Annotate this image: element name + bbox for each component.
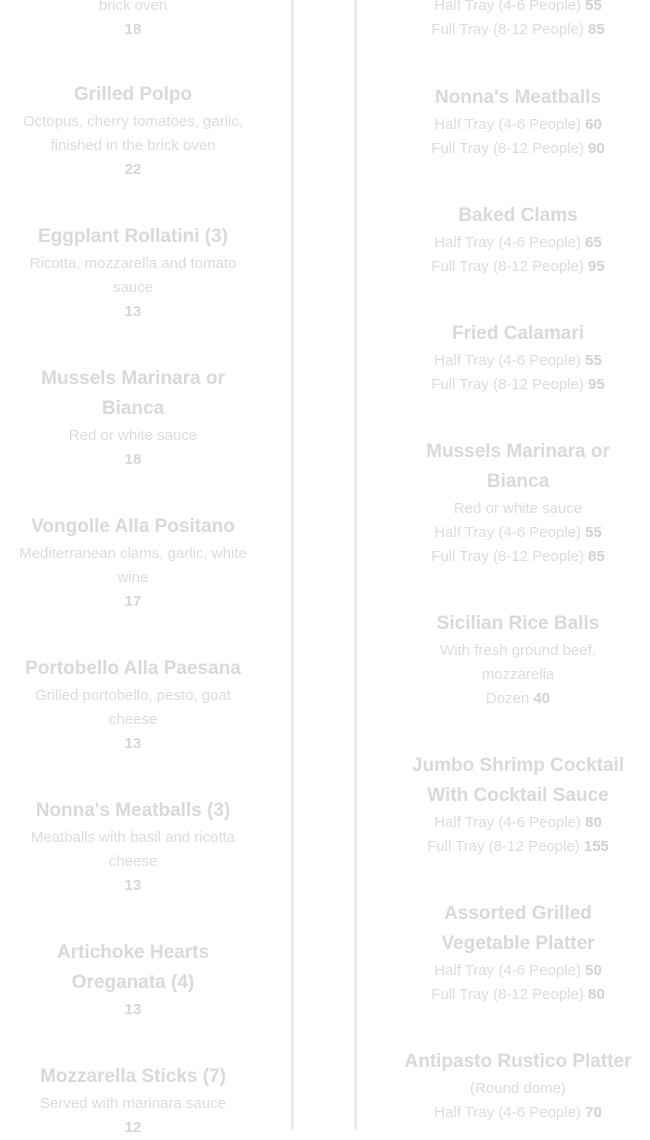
half-tray-line: Half Tray (4-6 People) 55: [434, 352, 602, 369]
catering-item-fragment: [386, 0, 650, 42]
item-name: Nonna's Meatballs (3): [35, 800, 231, 821]
item-name: Mussels Marinara or Bianca: [41, 368, 225, 419]
menu-item-nonnas-meatballs: [0, 796, 266, 898]
dozen-line: Dozen 40: [485, 690, 551, 707]
item-description: brick oven: [98, 0, 168, 14]
full-tray-line: Full Tray (8-12 People) 95: [431, 258, 605, 275]
menu-item-eggplant-rollatini: [0, 222, 266, 324]
item-price: 18: [124, 21, 142, 38]
item-price: 13: [124, 303, 142, 320]
half-tray-line: Half Tray (4-6 People) 50: [434, 962, 602, 979]
column-divider-right: [354, 0, 357, 1129]
item-name: Eggplant Rollatini (3): [38, 226, 228, 247]
menu-item-artichoke-hearts: [0, 938, 266, 1022]
item-name: Assorted Grilled Vegetable Platter: [441, 903, 595, 954]
item-description: Red or white sauce: [68, 427, 198, 444]
menu-item-vongolle: [0, 512, 266, 614]
catering-item-baked-clams: [386, 201, 650, 279]
item-description: Red or white sauce: [453, 500, 583, 517]
catering-item-grilled-vegetable: [386, 899, 650, 1007]
item-description: Served with marinara sauce: [40, 1095, 226, 1112]
item-price: 18: [124, 451, 142, 468]
full-tray-line: Full Tray (8-12 People) 85: [431, 21, 605, 38]
menu-item-mozzarella-sticks: [0, 1062, 266, 1140]
half-tray-line: Half Tray (4-6 People) 70: [434, 1104, 602, 1121]
full-tray-line: Full Tray (8-12 People) 155: [427, 838, 609, 855]
item-name: Fried Calamari: [452, 323, 584, 344]
full-tray-line: Full Tray (8-12 People) 80: [431, 986, 605, 1003]
catering-item-antipasto: [386, 1047, 650, 1125]
full-tray-line: Full Tray (8-12 People) 90: [431, 140, 605, 157]
item-name: Antipasto Rustico Platter: [404, 1051, 632, 1072]
catering-item-sicilian-rice-balls: [386, 609, 650, 711]
item-price: 13: [124, 1001, 142, 1018]
full-tray-line: Full Tray (8-12 People) 95: [431, 376, 605, 393]
full-tray-line: Full Tray (8-12 People) 85: [431, 548, 605, 565]
catering-item-fried-calamari: [386, 319, 650, 397]
item-name: Vongolle Alla Positano: [31, 516, 235, 537]
item-price: 22: [124, 161, 142, 178]
item-name: Portobello Alla Paesana: [25, 658, 241, 679]
item-description: Octopus, cherry tomatoes, garlic, finished in the brick oven: [22, 113, 244, 154]
item-price: 12: [124, 1119, 142, 1136]
menu-item-portobello: [0, 654, 266, 756]
item-price: 13: [124, 877, 142, 894]
item-name: Jumbo Shrimp Cocktail With Cocktail Sauce: [411, 755, 625, 806]
item-name: Mussels Marinara or Bianca: [426, 441, 610, 492]
item-name: Sicilian Rice Balls: [436, 613, 600, 634]
menu-item-mussels: [0, 364, 266, 472]
item-name: Nonna's Meatballs: [434, 87, 602, 108]
item-description: (Round dome): [470, 1080, 566, 1097]
item-price: 13: [124, 735, 142, 752]
catering-item-nonnas-meatballs: [386, 83, 650, 161]
half-tray-line: Half Tray (4-6 People) 80: [434, 814, 602, 831]
item-description: Mediterranean clams, garlic, white wine: [19, 545, 247, 586]
half-tray-line: Half Tray (4-6 People) 55: [434, 0, 602, 14]
item-name: Baked Clams: [458, 205, 578, 226]
half-tray-line: Half Tray (4-6 People) 65: [434, 234, 602, 251]
menu-item-grilled-polpo: [0, 80, 266, 182]
item-description: Grilled portobello, pesto, goat cheese: [35, 687, 231, 728]
half-tray-line: Half Tray (4-6 People) 55: [434, 524, 602, 541]
half-tray-line: Half Tray (4-6 People) 60: [434, 116, 602, 133]
catering-item-jumbo-shrimp: [386, 751, 650, 859]
item-description: With fresh ground beef, mozzarella: [440, 642, 596, 683]
item-price: 17: [124, 593, 142, 610]
item-name: Artichoke Hearts Oreganata (4): [56, 942, 210, 993]
item-name: Mozzarella Sticks (7): [40, 1066, 226, 1087]
catering-item-mussels: [386, 437, 650, 569]
item-name: Grilled Polpo: [73, 84, 193, 105]
menu-item-fragment: [0, 0, 266, 42]
column-divider-left: [291, 0, 294, 1129]
item-description: Ricotta, mozzarella and tomato sauce: [29, 255, 237, 296]
item-description: Meatballs with basil and ricotta cheese: [30, 829, 236, 870]
